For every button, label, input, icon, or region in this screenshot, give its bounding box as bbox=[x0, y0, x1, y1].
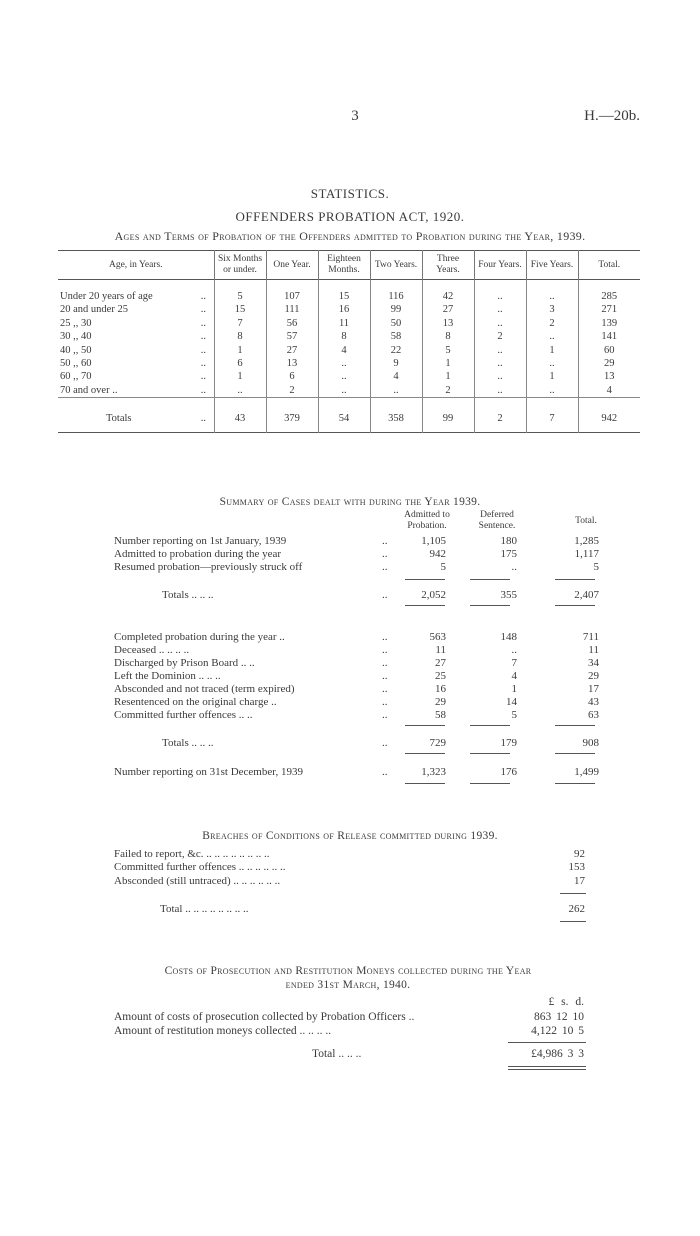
breach-value: 92 bbox=[574, 848, 585, 860]
total-value: 34 bbox=[588, 657, 599, 669]
statistics-heading: STATISTICS. bbox=[310, 186, 390, 201]
admitted-value: 1,323 bbox=[421, 766, 446, 778]
summary-row bbox=[114, 589, 614, 602]
age-label: 70 and over .. bbox=[60, 384, 118, 396]
table-cell: 139 bbox=[578, 317, 640, 330]
table-cell: 285 bbox=[578, 280, 640, 304]
total-value: 1,117 bbox=[574, 548, 599, 560]
costs-title: Costs of Prosecution and Restitution Moneys collected during the Year bbox=[164, 965, 532, 977]
table-cell: 271 bbox=[578, 303, 640, 316]
summary-label: Absconded and not traced (term expired) bbox=[114, 683, 295, 695]
table-cell: 56 bbox=[266, 317, 318, 330]
rule-line bbox=[555, 605, 595, 606]
table-cell: 57 bbox=[266, 330, 318, 343]
leader-dots: .. bbox=[382, 683, 388, 695]
rule-line bbox=[405, 579, 445, 580]
table-cell: .. bbox=[474, 303, 526, 316]
page-number: 3 bbox=[351, 108, 359, 124]
age-label: 50 ,, 60 bbox=[60, 358, 92, 370]
table-cell: 2 bbox=[474, 330, 526, 343]
table-cell: 27 bbox=[422, 303, 474, 316]
cost-label: Amount of costs of prosecution collected by Probation Officers .. bbox=[114, 1011, 415, 1023]
summary-label: Number reporting on 1st January, 1939 bbox=[114, 535, 287, 547]
deferred-value: 1 bbox=[511, 683, 517, 695]
table-cell: 2 bbox=[266, 384, 318, 398]
leader-dots: .. bbox=[200, 317, 206, 329]
summary-label: Deceased .. .. .. .. bbox=[114, 644, 190, 656]
admitted-value: 2,052 bbox=[421, 589, 446, 601]
cost-row bbox=[114, 1010, 594, 1024]
rule-line bbox=[470, 579, 510, 580]
total-value: 63 bbox=[588, 709, 599, 721]
rule-line bbox=[555, 753, 595, 754]
document-reference: H.—20b. bbox=[584, 108, 640, 124]
table-row bbox=[58, 280, 640, 304]
table-cell: 9 bbox=[370, 357, 422, 370]
table-cell: .. bbox=[318, 384, 370, 398]
table-cell: .. bbox=[474, 317, 526, 330]
leader-dots: .. bbox=[200, 358, 206, 370]
admitted-value: 11 bbox=[435, 644, 446, 656]
totals-cell: 942 bbox=[578, 398, 640, 432]
age-label: Under 20 years of age bbox=[60, 291, 153, 302]
summary-row bbox=[114, 657, 614, 670]
leader-dots: .. bbox=[382, 709, 388, 721]
summary-row bbox=[114, 631, 614, 644]
leader-dots: .. bbox=[200, 384, 206, 396]
table-cell: 6 bbox=[214, 357, 266, 370]
summary-label: Left the Dominion .. .. .. bbox=[114, 670, 221, 682]
breach-row bbox=[114, 861, 594, 874]
breaches-title: Breaches of Conditions of Release committed during 1939. bbox=[202, 830, 498, 842]
rule-line bbox=[555, 783, 595, 784]
leader-dots: .. bbox=[382, 631, 388, 643]
table-row bbox=[58, 357, 640, 370]
summary-row bbox=[114, 670, 614, 683]
table-cell: 11 bbox=[318, 317, 370, 330]
summary-row bbox=[114, 548, 614, 561]
admitted-value: 942 bbox=[429, 548, 446, 560]
table-cell: 13 bbox=[422, 317, 474, 330]
rule-line bbox=[508, 1066, 586, 1067]
leader-dots: .. bbox=[200, 371, 206, 383]
table-cell: .. bbox=[526, 384, 578, 398]
table-cell: .. bbox=[526, 280, 578, 304]
table-cell: 15 bbox=[318, 280, 370, 304]
table-cell: 4 bbox=[578, 384, 640, 398]
table-cell: 13 bbox=[578, 370, 640, 383]
admitted-value: 563 bbox=[429, 631, 446, 643]
currency-header: £ s. d. bbox=[548, 996, 584, 1008]
table-cell: 8 bbox=[214, 330, 266, 343]
leader-dots: .. bbox=[382, 535, 388, 547]
rule-line bbox=[555, 725, 595, 726]
deferred-value: .. bbox=[511, 561, 517, 573]
table-cell: 1 bbox=[526, 370, 578, 383]
table-cell: 22 bbox=[370, 344, 422, 357]
rule-line bbox=[508, 1069, 586, 1070]
table-header-row bbox=[58, 251, 640, 280]
deferred-value: 5 bbox=[511, 709, 517, 721]
breach-value: 17 bbox=[574, 875, 585, 887]
age-cell bbox=[58, 330, 214, 343]
leader-dots: .. bbox=[382, 696, 388, 708]
table-cell: 5 bbox=[422, 344, 474, 357]
leader-dots: .. bbox=[382, 644, 388, 656]
rule-line bbox=[555, 579, 595, 580]
deferred-value: 7 bbox=[511, 657, 517, 669]
totals-cell: 7 bbox=[526, 398, 578, 432]
summary-label: Discharged by Prison Board .. .. bbox=[114, 657, 255, 669]
leader-dots: .. bbox=[200, 344, 206, 356]
leader-dots: .. bbox=[382, 766, 388, 778]
summary-row bbox=[114, 709, 614, 722]
total-value: 1,285 bbox=[574, 535, 599, 547]
column-header: One Year. bbox=[266, 251, 318, 280]
total-value: 43 bbox=[588, 696, 599, 708]
leader-dots: .. bbox=[382, 670, 388, 682]
admitted-value: 1,105 bbox=[421, 535, 446, 547]
cost-total-row bbox=[114, 1047, 594, 1061]
rule-line bbox=[405, 753, 445, 754]
summary-label: Completed probation during the year .. bbox=[114, 631, 285, 643]
table-row bbox=[58, 303, 640, 316]
deferred-value: 176 bbox=[500, 766, 517, 778]
totals-cell: 379 bbox=[266, 398, 318, 432]
age-label: 40 ,, 50 bbox=[60, 344, 92, 356]
table-cell: .. bbox=[526, 357, 578, 370]
cost-row bbox=[114, 1024, 594, 1038]
table-cell: 4 bbox=[370, 370, 422, 383]
column-header: Four Years. bbox=[474, 251, 526, 280]
table-cell: 1 bbox=[214, 370, 266, 383]
summary-label: Totals .. .. .. bbox=[162, 737, 214, 749]
age-label: 30 ,, 40 bbox=[60, 331, 92, 343]
table-row bbox=[58, 370, 640, 383]
summary-row bbox=[114, 737, 614, 750]
totals-cell: 2 bbox=[474, 398, 526, 432]
age-table-totals bbox=[58, 398, 640, 432]
total-value: 1,499 bbox=[574, 766, 599, 778]
table-cell: .. bbox=[370, 384, 422, 398]
total-value: 908 bbox=[582, 737, 599, 749]
total-column-header: Total. bbox=[575, 516, 597, 526]
table-cell: 58 bbox=[370, 330, 422, 343]
table-cell: 8 bbox=[318, 330, 370, 343]
deferred-column-header: Deferred Sentence. bbox=[478, 510, 516, 531]
table-cell: 5 bbox=[214, 280, 266, 304]
rule-line bbox=[470, 753, 510, 754]
table-cell: 16 bbox=[318, 303, 370, 316]
table-cell: 107 bbox=[266, 280, 318, 304]
rule-line bbox=[405, 783, 445, 784]
totals-label-cell bbox=[58, 398, 214, 432]
totals-label: Totals bbox=[106, 413, 132, 425]
admitted-value: 27 bbox=[435, 657, 446, 669]
total-value: 2,407 bbox=[574, 589, 599, 601]
breach-label: Absconded (still untraced) .. .. .. .. .. .. bbox=[114, 875, 281, 887]
totals-cell: 99 bbox=[422, 398, 474, 432]
admitted-value: 729 bbox=[429, 737, 446, 749]
admitted-value: 29 bbox=[435, 696, 446, 708]
table-cell: 2 bbox=[422, 384, 474, 398]
summary-row bbox=[114, 561, 614, 574]
rule-line bbox=[405, 725, 445, 726]
rule-line bbox=[508, 1042, 586, 1043]
table-cell: 29 bbox=[578, 357, 640, 370]
leader-dots: .. bbox=[200, 331, 206, 343]
table-cell: .. bbox=[474, 280, 526, 304]
deferred-value: 14 bbox=[506, 696, 517, 708]
column-header: Six Months or under. bbox=[214, 251, 266, 280]
table-cell: 15 bbox=[214, 303, 266, 316]
table-cell: .. bbox=[474, 384, 526, 398]
cost-amount: 4,122 10 5 bbox=[531, 1025, 584, 1037]
summary-row bbox=[114, 683, 614, 696]
rule-line bbox=[470, 783, 510, 784]
table-cell: 99 bbox=[370, 303, 422, 316]
deferred-value: 355 bbox=[500, 589, 517, 601]
breach-row bbox=[114, 848, 594, 861]
table-cell: .. bbox=[318, 370, 370, 383]
admitted-value: 16 bbox=[435, 683, 446, 695]
column-header: Five Years. bbox=[526, 251, 578, 280]
cost-label: Amount of restitution moneys collected .. .. .. .. bbox=[114, 1025, 332, 1037]
column-header: Age, in Years. bbox=[108, 259, 163, 270]
age-table-title: Ages and Terms of Probation of the Offenders admitted to Probation during the Year, 1939. bbox=[114, 229, 586, 243]
summary-label: Admitted to probation during the year bbox=[114, 548, 282, 560]
act-heading: OFFENDERS PROBATION ACT, 1920. bbox=[235, 209, 465, 224]
totals-row bbox=[58, 398, 640, 432]
column-header: Total. bbox=[578, 251, 640, 280]
rule-line bbox=[560, 893, 586, 894]
summary-row bbox=[114, 535, 614, 548]
summary-label: Resumed probation—previously struck off bbox=[114, 561, 303, 573]
deferred-value: .. bbox=[511, 644, 517, 656]
age-cell bbox=[58, 384, 214, 398]
column-header: Two Years. bbox=[370, 251, 422, 280]
cost-total-amount: £4,986 3 3 bbox=[531, 1048, 584, 1060]
table-cell: 7 bbox=[214, 317, 266, 330]
summary-title: Summary of Cases dealt with during the Year 1939. bbox=[219, 496, 481, 508]
breach-total-label: Total .. .. .. .. .. .. .. .. bbox=[160, 903, 249, 915]
deferred-value: 179 bbox=[500, 737, 517, 749]
table-row bbox=[58, 330, 640, 343]
leader-dots: .. bbox=[382, 589, 388, 601]
breach-total-row bbox=[114, 903, 594, 916]
age-cell bbox=[58, 344, 214, 357]
admitted-value: 25 bbox=[435, 670, 446, 682]
age-cell bbox=[58, 370, 214, 383]
age-table-body bbox=[58, 280, 640, 398]
summary-row bbox=[114, 644, 614, 657]
summary-label: Totals .. .. .. bbox=[162, 589, 214, 601]
breach-total-value: 262 bbox=[568, 903, 585, 915]
age-label: 20 and under 25 bbox=[60, 304, 128, 316]
leader-dots: .. bbox=[200, 304, 206, 316]
table-row bbox=[58, 384, 640, 398]
table-cell: 50 bbox=[370, 317, 422, 330]
total-value: 17 bbox=[588, 683, 599, 695]
age-label: 25 ,, 30 bbox=[60, 317, 92, 329]
table-cell: 1 bbox=[422, 357, 474, 370]
summary-label: Resentenced on the original charge .. bbox=[114, 696, 277, 708]
age-cell bbox=[58, 357, 214, 370]
summary-row bbox=[114, 766, 614, 779]
leader-dots: .. bbox=[382, 548, 388, 560]
leader-dots: .. bbox=[200, 291, 206, 302]
totals-cell: 358 bbox=[370, 398, 422, 432]
cost-total-label: Total .. .. .. bbox=[312, 1048, 362, 1060]
table-cell: 3 bbox=[526, 303, 578, 316]
total-value: 11 bbox=[588, 644, 599, 656]
totals-cell: 54 bbox=[318, 398, 370, 432]
table-cell: 1 bbox=[422, 370, 474, 383]
total-value: 29 bbox=[588, 670, 599, 682]
breach-label: Committed further offences .. .. .. .. .. .. bbox=[114, 861, 286, 873]
rule-line bbox=[470, 605, 510, 606]
leader-dots: .. bbox=[382, 737, 388, 749]
cost-amount: 863 12 10 bbox=[534, 1011, 584, 1023]
table-row bbox=[58, 317, 640, 330]
table-cell: 116 bbox=[370, 280, 422, 304]
breach-row bbox=[114, 875, 594, 888]
age-cell bbox=[58, 280, 214, 304]
table-cell: .. bbox=[214, 384, 266, 398]
leader-dots: .. bbox=[200, 413, 206, 425]
table-cell: 6 bbox=[266, 370, 318, 383]
deferred-value: 175 bbox=[500, 548, 517, 560]
summary-label: Number reporting on 31st December, 1939 bbox=[114, 766, 303, 778]
table-cell: 2 bbox=[526, 317, 578, 330]
admitted-column-header: Admitted to Probation. bbox=[404, 510, 450, 531]
table-cell: 13 bbox=[266, 357, 318, 370]
table-cell: 1 bbox=[526, 344, 578, 357]
table-cell: .. bbox=[474, 370, 526, 383]
table-cell: 141 bbox=[578, 330, 640, 343]
column-header: Three Years. bbox=[422, 251, 474, 280]
column-header: Eighteen Months. bbox=[318, 251, 370, 280]
breach-value: 153 bbox=[568, 861, 585, 873]
totals-cell: 43 bbox=[214, 398, 266, 432]
total-value: 5 bbox=[593, 561, 599, 573]
table-cell: .. bbox=[474, 344, 526, 357]
table-cell: .. bbox=[526, 330, 578, 343]
age-label: 60 ,, 70 bbox=[60, 371, 92, 383]
rule-line bbox=[470, 725, 510, 726]
breach-label: Failed to report, &c. .. .. .. .. .. .. .. .. bbox=[114, 848, 270, 860]
summary-label: Committed further offences .. .. bbox=[114, 709, 253, 721]
total-value: 711 bbox=[582, 631, 599, 643]
leader-dots: .. bbox=[382, 657, 388, 669]
table-cell: 4 bbox=[318, 344, 370, 357]
leader-dots: .. bbox=[382, 561, 388, 573]
table-cell: 27 bbox=[266, 344, 318, 357]
table-row bbox=[58, 344, 640, 357]
summary-row bbox=[114, 696, 614, 709]
rule-line bbox=[405, 605, 445, 606]
deferred-value: 180 bbox=[500, 535, 517, 547]
table-cell: .. bbox=[474, 357, 526, 370]
rule-line bbox=[560, 921, 586, 922]
table-cell: 111 bbox=[266, 303, 318, 316]
table-cell: 42 bbox=[422, 280, 474, 304]
age-terms-table bbox=[58, 250, 640, 433]
table-cell: 60 bbox=[578, 344, 640, 357]
age-cell bbox=[58, 317, 214, 330]
admitted-value: 58 bbox=[435, 709, 446, 721]
table-cell: 8 bbox=[422, 330, 474, 343]
costs-title-line2: ended 31st March, 1940. bbox=[285, 979, 411, 991]
admitted-value: 5 bbox=[440, 561, 446, 573]
deferred-value: 148 bbox=[500, 631, 517, 643]
age-cell bbox=[58, 303, 214, 316]
table-cell: .. bbox=[318, 357, 370, 370]
table-cell: 1 bbox=[214, 344, 266, 357]
deferred-value: 4 bbox=[511, 670, 517, 682]
